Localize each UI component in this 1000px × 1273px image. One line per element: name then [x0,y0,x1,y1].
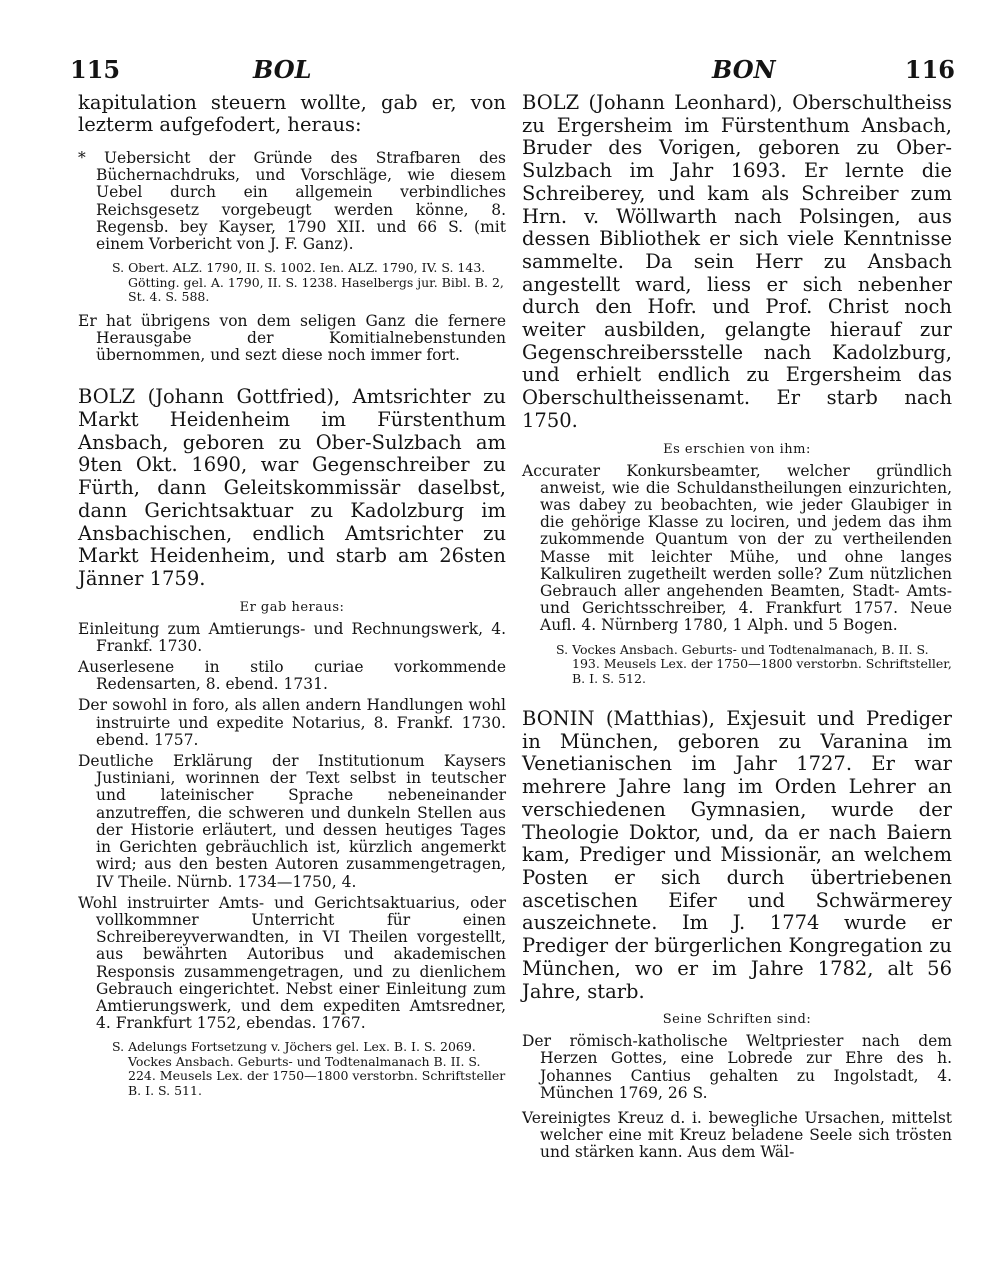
continuation-text: kapitulation steuern wollte, gab er, von lezterm aufgefodert, heraus: [78,91,506,136]
running-head-left: BOL [253,55,312,84]
work-entry: Vereinigtes Kreuz d. i. bewegliche Ursachen, mittelst welcher eine mit Kreuz beladene Seele sich trösten und stärken kann. Aus dem Wäl- [522,1109,952,1162]
work-entry: Wohl instruirter Amts- und Gerichtsaktuarius, oder vollkommner Unterricht für einen Schreibereyverwandten, in VI Theilen vorgestellt, aus bewährten Autoribus und akademischen Responsis zusammengetragen, und zu dienlichem Gebrauch eingerichtet. Nebst einer Einleitung zum Amtierungswerk, und dem expediten Amtsredner, 4. Frankfurt 1752, ebendas. 1767. [78,893,506,1033]
biography-entry-bonin-matthias: BONIN (Matthias), Exjesuit und Prediger in München, geboren zu Varanina im Venetianischen im Jahr 1727. Er war mehrere Jahre lang im Orden Lehrer an verschiedenen Gymnasien, wurde der Theologie Doktor, und, da er nach Baiern kam, Prediger und Missionär, an welchem Posten er sich durch übertriebenen ascetischen Eifer und Schwärmerey auszeichnete. Im J. 1774 wurde er Prediger der bürgerlichen Kongregation zu München, wo er im Jahre 1782, alt 56 Jahre, starb. [522,707,952,1003]
page-number-right: 116 [904,55,955,84]
biography-entry-bolz-johann-leonhard: BOLZ (Johann Leonhard), Oberschultheiss zu Ergersheim im Fürstenthum Ansbach, Bruder des Vorigen, geboren zu Ober-Sulzbach im Jahr 1693. Er lernte die Schreiberey, und kam als Schreiber zum Hrn. v. Wöllwarth nach Polsingen, aus dessen Bibliothek er sich viele Kenntnisse sammelte. Da sein Herr zu Ansbach angestellt ward, liess er sich nebenher durch den Hofr. und Prof. Christ noch weiter ausbilden, gelangte hierauf zur Gegenschreibersstelle nach Kadolzburg, und erhielt endlich zu Ergersheim das Oberschultheissenamt. Er starb nach 1750. [522,91,952,432]
right-column [522,92,952,1162]
work-entry: Der sowohl in foro, als allen andern Handlungen wohl instruirte und expedite Notarius, 8. Frankf. 1730. ebend. 1757. [78,696,506,749]
work-entry: Deutliche Erklärung der Institutionum Kaysers Justiniani, worinnen der Text selbst in teutscher und lateinischer Sprache nebeneinander anzutreffen, die schweren und dunkeln Stellen aus der Historie erläutert, und dessen heutiges Tages in Gerichten gebräuchlich ist, kürzlich angemerkt wird; aus den besten Autoren zusammengetragen, IV Theile. Nürnb. 1734—1750, 4. [78,752,506,891]
continuation-note: Er hat übrigens von dem seligen Ganz die fernere Herausgabe der Komitialnebenstunden übernommen, und sezt diese noch immer fort. [78,311,506,365]
reference-note: S. Vockes Ansbach. Geburts- und Todtenalmanach, B. II. S. 193. Meusels Lex. der 1750—1800 verstorbn. Schriftsteller, B. I. S. 512. [556,641,952,686]
work-entry: Der römisch-katholische Weltpriester nach dem Herzen Gottes, eine Lobrede zur Ehre des h. Johannes Cantius gehalten zu Ingolstadt, 4. München 1769, 26 S. [522,1032,952,1102]
running-head-right: BON [712,55,776,84]
reference-note: S. Obert. ALZ. 1790, II. S. 1002. Ien. ALZ. 1790, IV. S. 143. Götting. gel. A. 1790, II. S. 1238. Haselbergs jur. Bibl. B. 2, St. 4. S. 588. [112,260,504,305]
work-entry: Auserlesene in stilo curiae vorkommende Redensarten, 8. ebend. 1731. [78,658,506,694]
work-entry: Accurater Konkursbeamter, welcher gründlich anweist, wie die Schuldanstheilungen einzurichten, was dabey zu beobachten, wie jeder Glaubiger in die gehörige Klasse zu lociren, und jedem das ihm zukommende Quantum von der zu vertheilenden Masse mit leichter Mühe, und ohne langes Kalkuliren zugetheilt werden solle? Zum nützlichen Gebrauch aller angehenden Beamten, Stadt- Amts- und Gerichtsschreiber, 4. Frankfurt 1757. Neue Aufl. 4. Nürnberg 1780, 1 Alph. und 5 Bogen. [522,461,952,635]
works-subheading: Es erschien von ihm: [663,441,811,457]
biography-entry-bolz-johann-gottfried: BOLZ (Johann Gottfried), Amtsrichter zu Markt Heidenheim im Fürstenthum Ansbach, geboren zu Ober-Sulzbach am 9ten Okt. 1690, war Gegenschreiber zu Fürth, dann Geleitskommissär daselbst, dann Gerichtsaktuar zu Kadolzburg im Ansbachischen, endlich Amtsrichter zu Markt Heidenheim, und starb am 26sten Jänner 1759. [78,385,506,590]
page-header [70,55,955,91]
works-subheading: Seine Schriften sind: [662,1012,812,1028]
reference-note: S. Adelungs Fortsetzung v. Jöchers gel. Lex. B. I. S. 2069. Vockes Ansbach. Geburts- und Todtenalmanach B. II. S. 224. Meusels Lex. der 1750—1800 verstorbn. Schriftsteller B. I. S. 511. [112,1039,506,1098]
work-entry: * Uebersicht der Gründe des Strafbaren des Büchernachdruks, und Vorschläge, wie diesem Uebel durch ein allgemein verbindliches Reichsgesetz vorgebeugt werden könne, 8. Regensb. bey Kayser, 1790 XII. und 66 S. (mit einem Vorbericht von J. F. Ganz). [78,149,506,254]
page-number-left: 115 [70,55,121,84]
work-entry: Einleitung zum Amtierungs- und Rechnungswerk, 4. Frankf. 1730. [78,619,506,655]
works-subheading: Er gab heraus: [239,599,345,615]
left-column [78,92,506,1098]
